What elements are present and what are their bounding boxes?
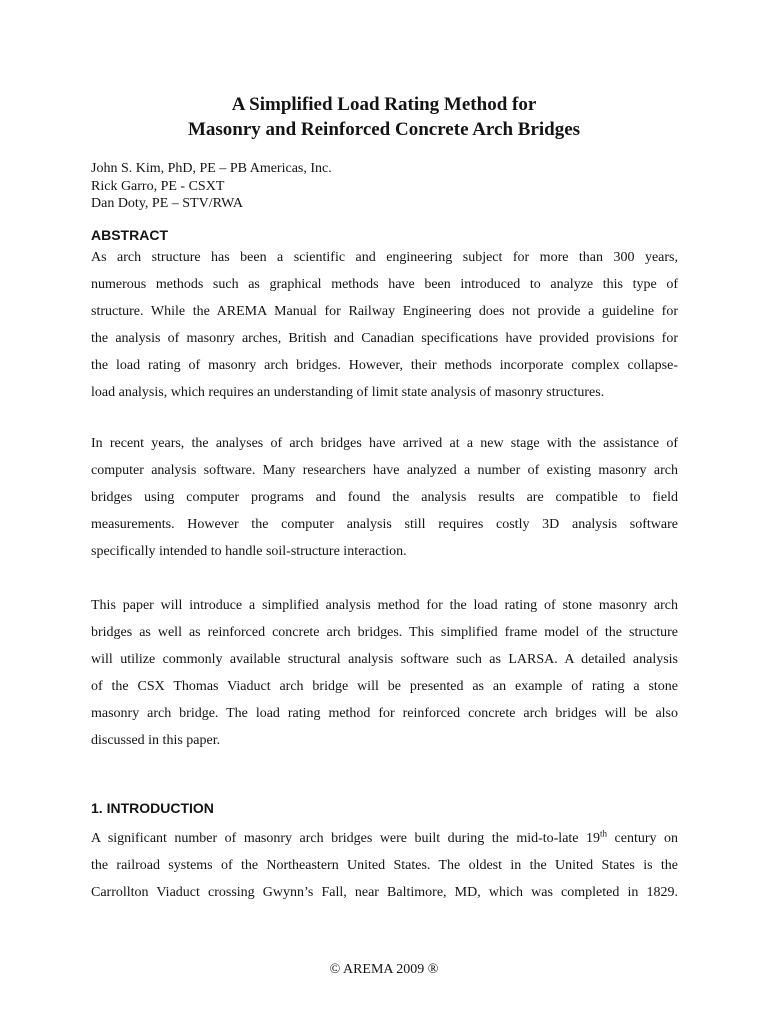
text-line: masonry arch bridge. The load rating method for reinforced concrete arch bridges will be also: [91, 706, 678, 721]
introduction-heading: 1. INTRODUCTION: [91, 800, 214, 816]
text-line: measurements. However the computer analysis still requires costly 3D analysis software: [91, 517, 678, 532]
text-segment: A significant number of masonry arch bridges were built during the mid-to-late 19: [91, 831, 601, 846]
text-line: Carrollton Viaduct crossing Gwynn’s Fall, near Baltimore, MD, which was completed in 1829.: [91, 885, 678, 900]
abstract-heading: ABSTRACT: [91, 227, 168, 243]
text-segment: century on: [607, 831, 678, 846]
abstract-paragraph-2: [91, 430, 678, 565]
author-3: Dan Doty, PE – STV/RWA: [91, 196, 243, 211]
text-line: computer analysis software. Many researchers have analyzed a number of existing masonry arch: [91, 463, 678, 478]
abstract-paragraph-3: [91, 592, 678, 754]
title-line-2: Masonry and Reinforced Concrete Arch Bridges: [187, 119, 581, 140]
text-line: of the CSX Thomas Viaduct arch bridge will be presented as an example of rating a stone: [91, 679, 678, 694]
text-line: discussed in this paper.: [91, 733, 221, 748]
introduction-paragraph: [91, 825, 678, 906]
page-footer: © AREMA 2009 ®: [329, 962, 439, 977]
author-1: John S. Kim, PhD, PE – PB Americas, Inc.: [91, 161, 332, 176]
author-2: Rick Garro, PE - CSXT: [91, 178, 225, 194]
text-line: load analysis, which requires an understanding of limit state analysis of masonry structures.: [91, 385, 605, 400]
text-line: the railroad systems of the Northeastern United States. The oldest in the United States is the: [91, 858, 678, 873]
text-line: structure. While the AREMA Manual for Railway Engineering does not provide a guideline for: [91, 304, 678, 319]
paper-title: [0, 92, 768, 142]
title-line-1: A Simplified Load Rating Method for: [231, 94, 537, 115]
text-line: numerous methods such as graphical methods have been introduced to analyze this type of: [91, 277, 678, 292]
text-line: the analysis of masonry arches, British and Canadian specifications have provided provisions for: [91, 331, 678, 346]
text-line: specifically intended to handle soil-structure interaction.: [91, 544, 407, 559]
text-line: [91, 825, 678, 852]
author-list: [91, 160, 332, 213]
text-line: the load rating of masonry arch bridges. However, their methods incorporate complex collapse-: [91, 358, 678, 373]
text-line: In recent years, the analyses of arch bridges have arrived at a new stage with the assistance of: [91, 436, 678, 451]
text-line: This paper will introduce a simplified analysis method for the load rating of stone masonry arch: [91, 598, 678, 613]
text-line: As arch structure has been a scientific and engineering subject for more than 300 years,: [91, 250, 678, 265]
text-line: bridges using computer programs and found the analysis results are compatible to field: [91, 490, 678, 505]
text-line: bridges as well as reinforced concrete arch bridges. This simplified frame model of the structure: [91, 625, 678, 640]
text-line: will utilize commonly available structural analysis software such as LARSA. A detailed analysis: [91, 652, 678, 667]
abstract-paragraph-1: [91, 244, 678, 406]
superscript: th: [600, 828, 608, 839]
